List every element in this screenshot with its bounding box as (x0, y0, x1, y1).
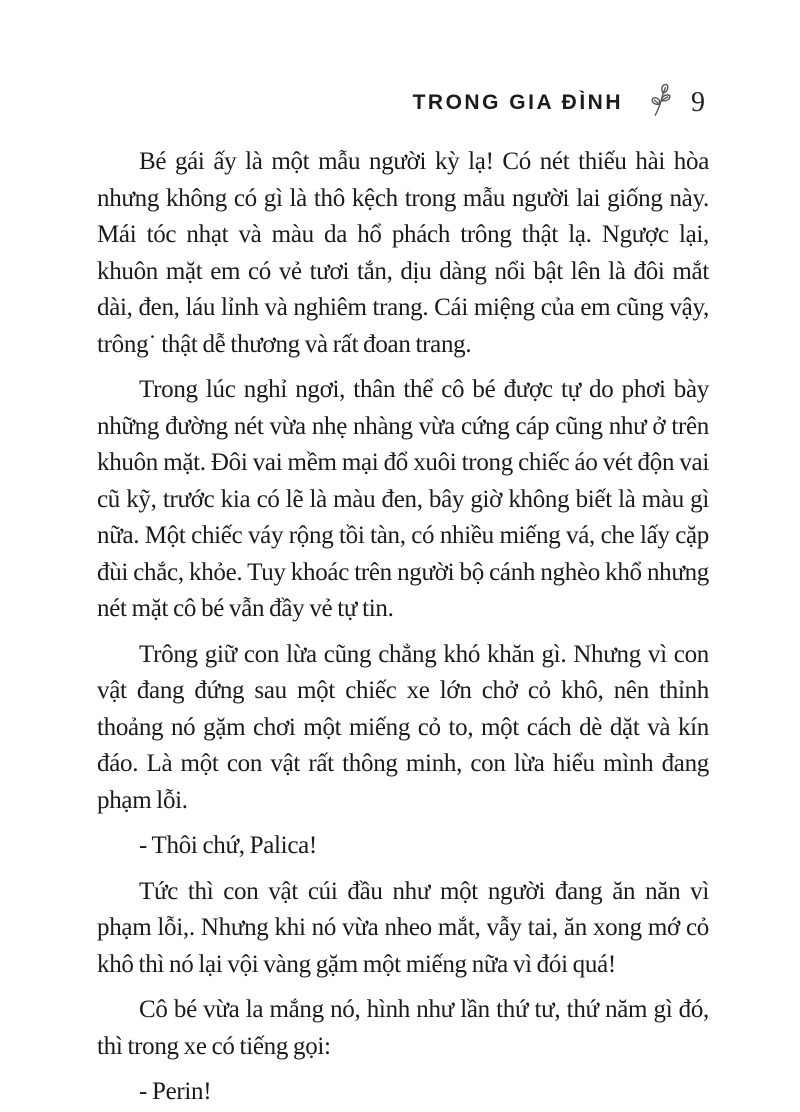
paragraph-2: Trong lúc nghỉ ngơi, thân thể cô bé được tự do phơi bày những đường nét vừa nhẹ nhàng vừa cứng cáp cũng như ở trên khuôn mặt. Đôi vai mềm mại đổ xuôi trong chiếc áo vét độn vai cũ kỹ, trước kia có lẽ là màu đen, bây giờ không biết là màu gì nữa. Một chiếc váy rộng tồi tàn, có nhiều miếng vá, che lấy cặp đùi chắc, khỏe. Tuy khoác trên người bộ cánh nghèo khổ nhưng nét mặt cô bé vẫn đầy vẻ tự tin. (97, 376, 709, 622)
paragraph-3: Trông giữ con lừa cũng chẳng khó khăn gì. Nhưng vì con vật đang đứng sau một chiếc xe lớn chở cỏ khô, nên thỉnh thoảng nó gặm chơi một miếng cỏ to, một cách dè dặt và kín đáo. Là một con vật rất thông minh, con lừa hiểu mình đang phạm lỗi. (97, 640, 709, 814)
paragraph-4: Tức thì con vật cúi đầu như một người đang ăn năn vì phạm lỗi,. Nhưng khi nó vừa nheo mắt, vẫy tai, ăn xong mớ cỏ khô thì nó lại vội vàng gặm một miếng nữa vì đói quá! (97, 877, 709, 978)
leaf-icon (645, 83, 675, 117)
chapter-title: TRONG GIA ĐÌNH (412, 90, 623, 115)
dialogue-line-1: - Thôi chứ, Palica! (139, 832, 317, 859)
body-text (0, 120, 800, 1111)
dialogue-line-2: - Perin! (139, 1078, 212, 1105)
paragraph-5: Cô bé vừa la mắng nó, hình như lần thứ tư, thứ năm gì đó, thì trong xe có tiếng gọi: (97, 996, 709, 1060)
page-number: 9 (691, 87, 705, 118)
paragraph-1: Bé gái ấy là một mẫu người kỳ lạ! Có nét thiếu hài hòa nhưng không có gì là thô kệch trong mẫu người lai giống này. Mái tóc nhạt và màu da hổ phách trông thật lạ. Ngược lại, khuôn mặt em có vẻ tươi tắn, dịu dàng nổi bật lên là đôi mắt dài, đen, láu lỉnh và nghiêm trang. Cái miệng của em cũng vậy, trông˙ thật dễ thương và rất đoan trang. (97, 148, 709, 358)
page-header (0, 0, 800, 120)
